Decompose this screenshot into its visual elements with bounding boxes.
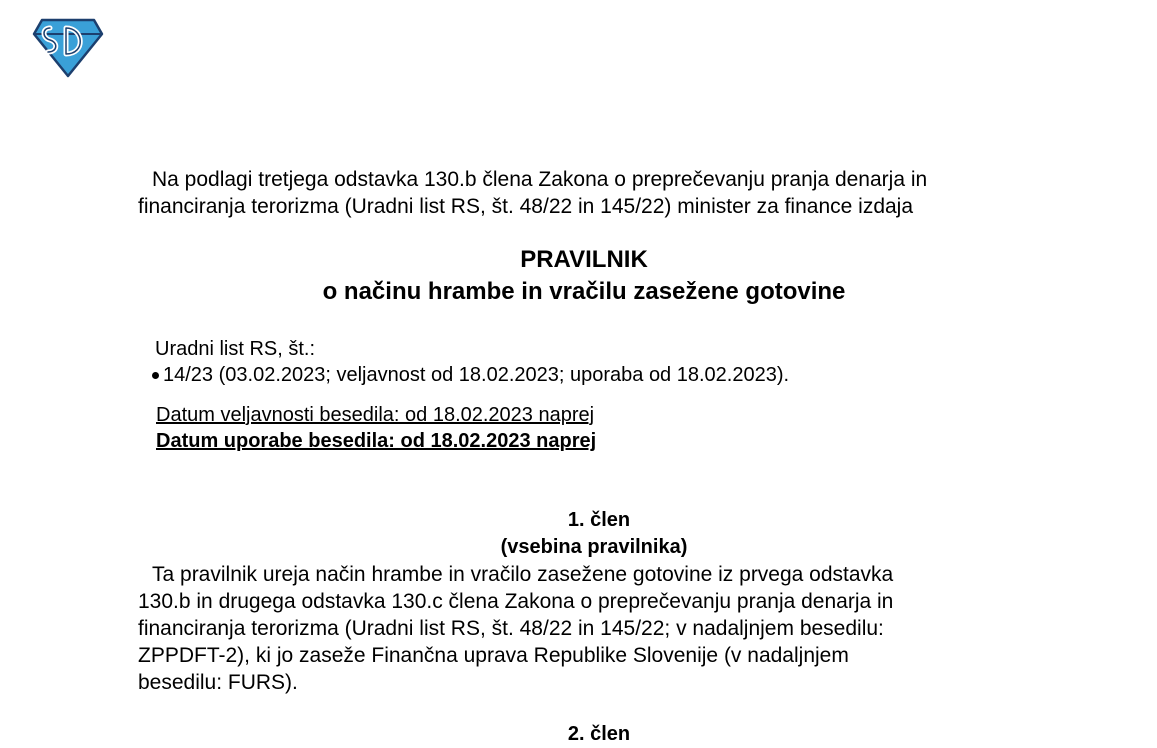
article-number: 1. člen [567,509,631,531]
title-sub: o načinu hrambe in vračilu zasežene gotovine [322,278,846,305]
article-body [138,561,1018,696]
intro-line: financiranja terorizma (Uradni list RS, št. 48/22 in 145/22) minister za finance izdaja [138,195,914,218]
bullet-icon [152,372,159,379]
application-date: Datum uporabe besedila: od 18.02.2023 naprej [156,430,597,452]
article-number: 2. člen [567,723,631,745]
intro-paragraph [138,166,1018,220]
article-line: ZPPDFT-2), ki jo zaseže Finančna uprava Republike Slovenije (v nadaljnjem [138,644,849,667]
title-main: PRAVILNIK [520,246,648,273]
document-title [138,244,1030,308]
validity-date: Datum veljavnosti besedila: od 18.02.2023 naprej [156,404,595,426]
gazette-entry [152,362,789,389]
article-line: besedilu: FURS). [138,671,298,694]
article-subtitle: (vsebina pravilnika) [500,536,688,558]
gazette-entry-text: 14/23 (03.02.2023; veljavnost od 18.02.2023; uporaba od 18.02.2023). [163,364,790,386]
article-line: Ta pravilnik ureja način hrambe in vračilo zasežene gotovine iz prvega odstavka [152,563,894,586]
article-line: financiranja terorizma (Uradni list RS, št. 48/22 in 145/22; v nadaljnjem besedilu: [138,617,884,640]
intro-line: Na podlagi tretjega odstavka 130.b člena Zakona o preprečevanju pranja denarja in [152,168,928,191]
gazette-label: Uradni list RS, št.: [155,338,316,360]
article-line: 130.b in drugega odstavka 130.c člena Zakona o preprečevanju pranja denarja in [138,590,894,613]
diamond-logo-icon [32,18,104,78]
